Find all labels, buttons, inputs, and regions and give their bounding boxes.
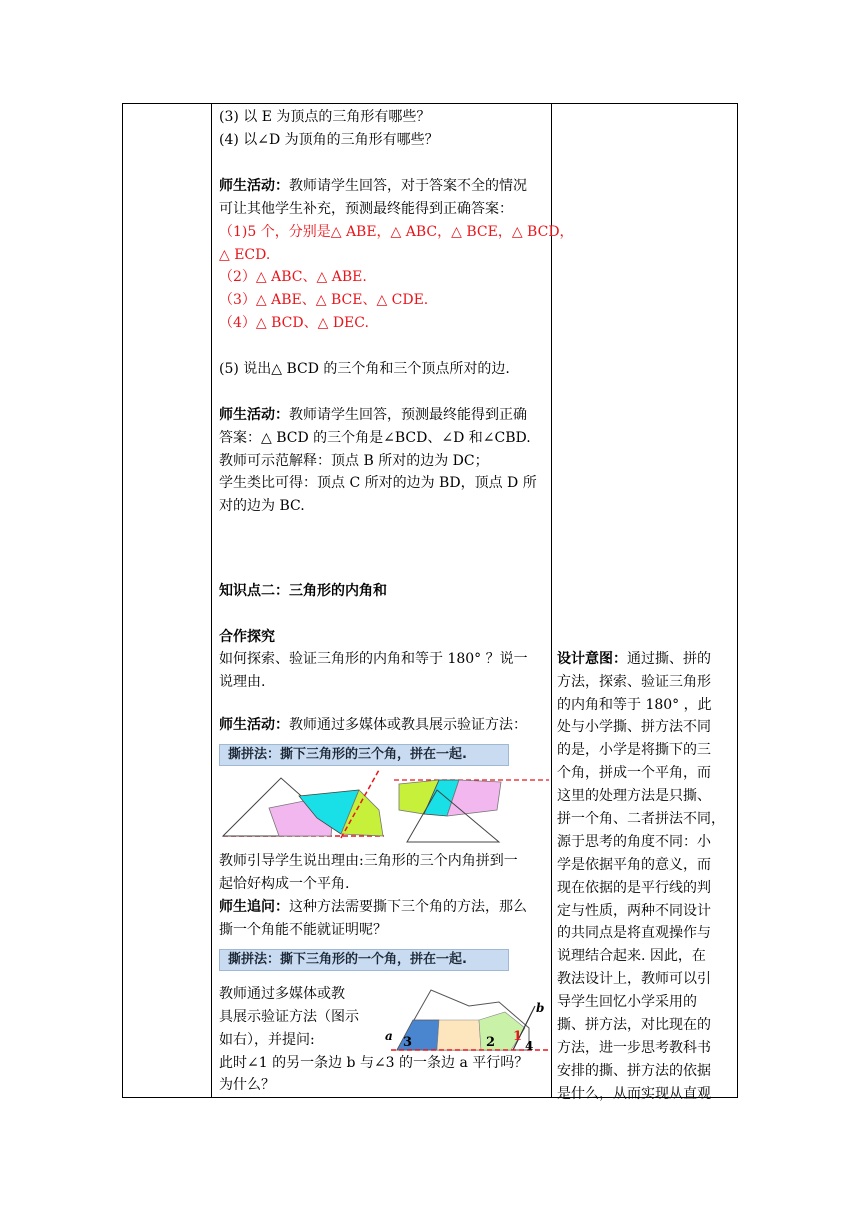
design-line: 现在依据的是平行线的判 <box>557 880 711 896</box>
answer-line: （2）△ ABC、△ ABE. <box>219 269 367 285</box>
cream-piece <box>437 1020 481 1050</box>
activity-label: 师生活动： <box>219 717 289 733</box>
label-1: 1 <box>513 1029 523 1044</box>
design-line: 撕、拼方法，对比现在的 <box>557 1017 711 1033</box>
design-line: 处与小学撕、拼方法不同 <box>557 719 711 735</box>
design-line: 源于思考的角度不同：小 <box>557 834 711 850</box>
design-line: 方法，探索、验证三角形 <box>557 674 711 690</box>
design-line: 拼一个角、二者拼法不同， <box>557 811 725 827</box>
demo-line: 具展示验证方法（图示 <box>219 1009 359 1025</box>
one-angle-figure <box>379 982 553 1054</box>
label-b: b <box>536 1001 545 1015</box>
activity-2-line: 答案：△ BCD 的三个角是∠BCD、∠D 和∠CBD. <box>219 430 531 446</box>
design-line: 方法，进一步思考教科书 <box>557 1040 711 1056</box>
activity-1-line2: 可让其他学生补充，预测最终能得到正确答案： <box>219 201 513 217</box>
design-line: 定与性质，两种不同设计 <box>557 903 711 919</box>
activity-text: 教师通过多媒体或教具展示验证方法： <box>289 717 527 733</box>
knowledge-point-2-title: 知识点二：三角形的内角和 <box>219 583 387 599</box>
design-line: 学是依据平角的意义，而 <box>557 857 711 873</box>
answer-line: （4）△ BCD、△ DEC. <box>219 315 369 331</box>
activity-2-line: 教师可示范解释：顶点 B 所对的边为 DC； <box>219 453 489 469</box>
activity-1 <box>219 177 527 195</box>
answer-line: （3）△ ABE、△ BCE、△ CDE. <box>219 292 429 308</box>
activity-text: 教师请学生回答，预测最终能得到正确 <box>289 407 527 423</box>
method-banner-one-angle: 撕拼法：撕下三角形的一个角，拼在一起. <box>219 949 509 971</box>
design-line: 的内角和等于 180° ，此 <box>557 697 712 713</box>
activity-label: 师生活动： <box>219 407 289 423</box>
activity-label: 师生活动： <box>219 178 289 194</box>
cooperative-inquiry-title: 合作探究 <box>219 629 275 645</box>
design-text: 通过撕、拼的 <box>627 651 711 667</box>
demo-line: 教师通过多媒体或教 <box>219 986 345 1002</box>
follow-up-line2: 撕一个角能不能就证明呢？ <box>219 922 387 938</box>
demo-line: 为什么？ <box>219 1077 275 1093</box>
design-line: 个角，拼成一个平角，而 <box>557 765 711 781</box>
question-3: (3) 以 E 为顶点的三角形有哪些？ <box>219 109 431 125</box>
activity-2 <box>219 406 527 424</box>
label-2: 2 <box>486 1035 496 1050</box>
question-5: (5) 说出△ BCD 的三个角和三个顶点所对的边. <box>219 361 510 377</box>
follow-up-label: 师生追问： <box>219 899 289 915</box>
column-divider-left <box>211 104 212 1097</box>
label-a: a <box>385 1029 393 1043</box>
column-divider-right <box>551 104 552 1097</box>
inquiry-line: 说理由. <box>219 674 266 690</box>
answer-line: △ ECD. <box>219 247 271 263</box>
guide-line: 教师引导学生说出理由:三角形的三个内角拼到一 <box>219 853 518 869</box>
demo-line: 如右），并提问: <box>219 1032 315 1048</box>
design-label: 设计意图： <box>557 651 627 667</box>
three-angles-figure <box>219 770 553 846</box>
design-line: 安排的撕、拼方法的依据 <box>557 1063 711 1079</box>
activity-3 <box>219 716 527 734</box>
question-4: (4) 以∠D 为顶角的三角形有哪些？ <box>219 132 439 148</box>
activity-2-line: 对的边为 BC. <box>219 498 305 514</box>
method-banner-three-angles: 撕拼法：撕下三角形的三个角，拼在一起. <box>219 744 509 766</box>
lesson-table <box>122 103 738 1102</box>
demo-line: 此时∠1 的另一条边 b 与∠3 的一条边 a 平行吗？ <box>219 1055 529 1071</box>
follow-up-text: 这种方法需要撕下三个角的方法，那么 <box>289 899 527 915</box>
inquiry-line: 如何探索、验证三角形的内角和等于 180° ？说一 <box>219 651 528 667</box>
activity-text: 教师请学生回答，对于答案不全的情况 <box>289 178 527 194</box>
design-line: 教法设计上，教师可以引 <box>557 971 711 987</box>
design-line: 的是，小学是将撕下的三 <box>557 742 711 758</box>
design-line: 这里的处理方法是只撕、 <box>557 788 711 804</box>
design-intent <box>557 650 711 668</box>
design-line: 导学生回忆小学采用的 <box>557 994 697 1010</box>
answer-line: （1)5 个，分别是△ ABE，△ ABC，△ BCE，△ BCD， <box>219 224 574 240</box>
design-line: 的共同点是将直观操作与 <box>557 925 711 941</box>
design-line: 是什么，从而实现从直观 <box>557 1086 711 1102</box>
follow-up <box>219 898 527 916</box>
activity-2-line: 学生类比可得：顶点 C 所对的边为 BD，顶点 D 所 <box>219 475 537 491</box>
guide-line: 起恰好构成一个平角. <box>219 876 350 892</box>
label-3: 3 <box>403 1035 413 1050</box>
label-4: 4 <box>525 1039 534 1053</box>
design-line: 说理结合起来. 因此，在 <box>557 948 706 964</box>
